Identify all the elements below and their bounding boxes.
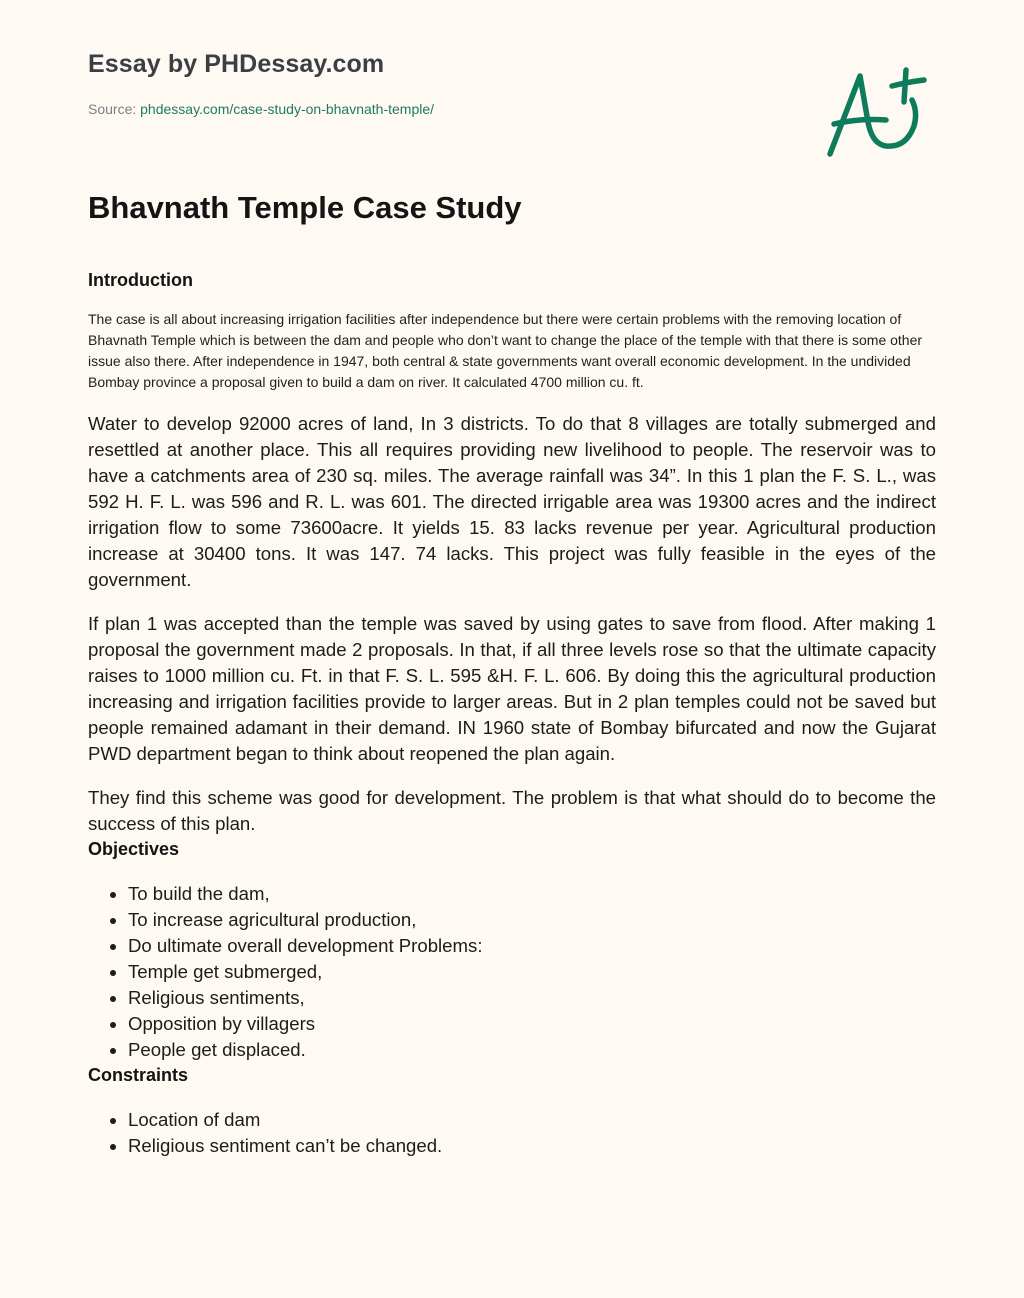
list-item: • Temple get submerged, <box>128 959 936 985</box>
objectives-heading: Objectives <box>88 839 180 859</box>
constraints-list <box>88 1107 936 1159</box>
paragraph: If plan 1 was accepted than the temple was saved by using gates to save from flood. After making 1 proposal the government made 2 proposals. In that, if all three levels rose so that the ultimate capacity raises to 1000 million cu. Ft. in that F. S. L. 595 &H. F. L. 606. By doing this the agricultural production increasing and irrigation facilities provide to larger areas. But in 2 plan temples could not be saved but people remained adamant in their demand. IN 1960 state of Bombay bifurcated and now the Gujarat PWD department began to think about reopened the plan again. <box>88 613 936 764</box>
introduction-text: The case is all about increasing irrigation facilities after independence but there were certain problems with the removing location of Bhavnath Temple which is between the dam and people who don’t want to change the place of the temple with that there is some other issue also there. After independence in 1947, both central & state governments want overall economic development. In the undivided Bombay province a proposal given to build a dam on river. It calculated 4700 million cu. ft. <box>88 311 923 390</box>
document-body <box>88 268 936 1159</box>
introduction-heading: Introduction <box>88 270 193 290</box>
site-title: Essay by PHDessay.com <box>88 50 385 78</box>
list-item: • Religious sentiments, <box>128 985 936 1011</box>
list-item: • Do ultimate overall development Problems: <box>128 933 936 959</box>
list-item: • To build the dam, <box>128 881 936 907</box>
list-item: • People get displaced. <box>128 1037 936 1063</box>
source-label: Source: <box>88 101 141 117</box>
paragraph: Water to develop 92000 acres of land, In 3 districts. To do that 8 villages are totally submerged and resettled at another place. This all requires providing new livelihood to people. The reservoir was to have a catchments area of 230 sq. miles. The average rainfall was 34”. In this 1 plan the F. S. L., was 592 H. F. L. was 596 and R. L. was 601. The directed irrigable area was 19300 acres and the indirect irrigation flow to some 73600acre. It yields 15. 83 lacks revenue per year. Agricultural production increase at 30400 tons. It was 147. 74 lacks. This project was fully feasible in the eyes of the government. <box>88 413 936 590</box>
list-item: • Religious sentiment can’t be changed. <box>128 1133 936 1159</box>
list-item: • Opposition by villagers <box>128 1011 936 1037</box>
source-link[interactable]: phdessay.com/case-study-on-bhavnath-temple/ <box>140 101 435 117</box>
constraints-heading: Constraints <box>88 1065 189 1085</box>
paragraph: They find this scheme was good for development. The problem is that what should do to become the success of this plan. <box>88 787 936 834</box>
source-line <box>88 101 434 117</box>
list-item: • Location of dam <box>128 1107 936 1133</box>
list-item: • To increase agricultural production, <box>128 907 936 933</box>
document-title: Bhavnath Temple Case Study <box>88 190 522 225</box>
objectives-list <box>88 881 936 1063</box>
a-plus-grade-icon <box>820 62 932 162</box>
